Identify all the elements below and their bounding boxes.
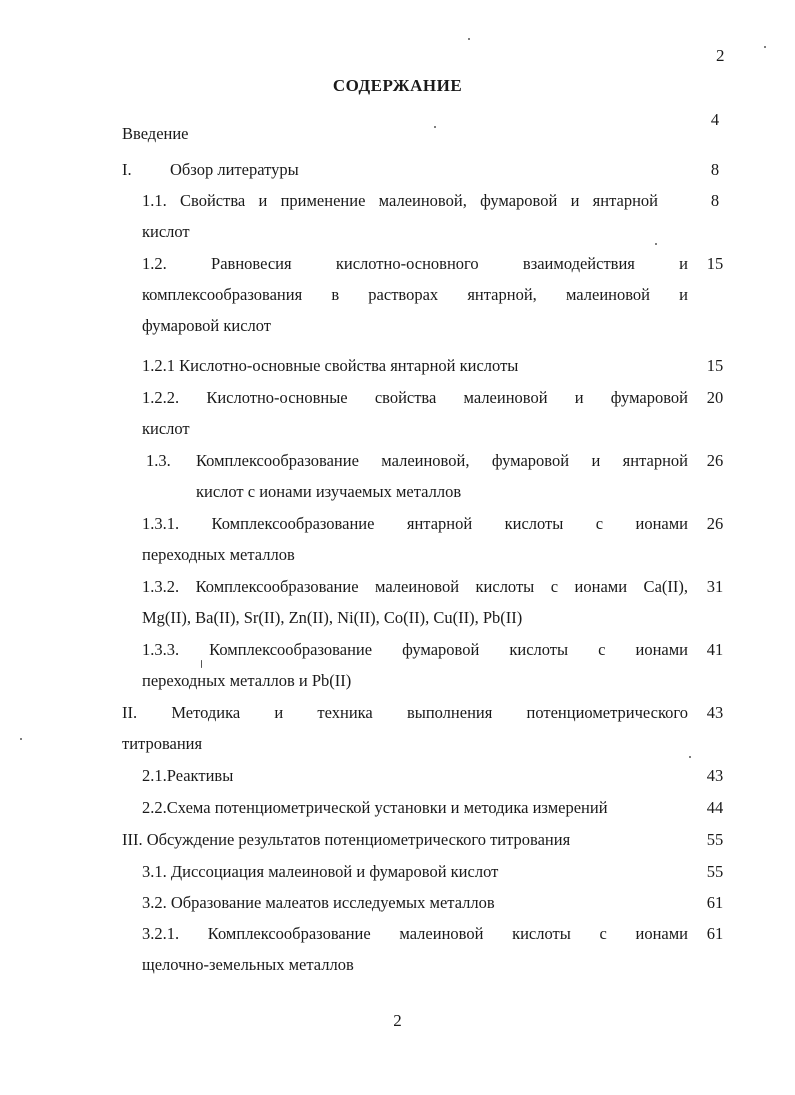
toc-entry-text: 1.2. Равновесия кислотно-основного взаимодействия и — [142, 254, 688, 273]
scan-speck — [20, 738, 22, 740]
toc-entry — [0, 824, 795, 855]
toc-entry — [0, 887, 795, 918]
toc-entry-page: 55 — [706, 862, 724, 881]
toc-entry-text: 1.3.1. Комплексообразование янтарной кислоты с ионами — [142, 514, 688, 533]
toc-entry-page: 8 — [710, 160, 720, 179]
toc-entry-page: 26 — [706, 451, 724, 470]
toc-entry — [0, 154, 795, 185]
toc-entry — [0, 382, 795, 444]
toc-entry-text: 3.2.1. Комплексообразование малеиновой кислоты с ионами — [142, 924, 688, 943]
toc-entry-text: переходных металлов — [142, 545, 295, 564]
toc-entry-text: Комплексообразование малеиновой, фумаровой и янтарной — [196, 451, 688, 470]
toc-entry-text: кислот — [142, 222, 190, 241]
toc-entry — [0, 508, 795, 570]
toc-entry-page: 55 — [706, 830, 724, 849]
toc-entry-text: титрования — [122, 734, 203, 753]
toc-entry-page: 20 — [706, 388, 724, 407]
toc-entry-page: 61 — [706, 893, 724, 912]
toc-entry — [0, 792, 795, 823]
toc-entry-page: 15 — [706, 356, 724, 375]
toc-entry — [0, 856, 795, 887]
toc-entry-text: 1.3.2. Комплексообразование малеиновой кислоты с ионами Ca(II), — [142, 577, 688, 596]
toc-entry-text: 1.2.1 Кислотно-основные свойства янтарной кислоты — [142, 356, 519, 375]
toc-entry-page: 26 — [706, 514, 724, 533]
toc-entry-text: щелочно-земельных металлов — [142, 955, 354, 974]
toc-entry-page: 43 — [706, 766, 724, 785]
toc-entry-text: комплексообразования в растворах янтарной, малеиновой и — [142, 285, 688, 304]
toc-entry-text: 1.2.2. Кислотно-основные свойства малеиновой и фумаровой — [142, 388, 688, 407]
toc-entry-number: I. — [122, 160, 132, 179]
toc-entry-page: 31 — [706, 577, 724, 596]
page-number-bottom: 2 — [393, 1011, 402, 1030]
toc-entry-text: II. Методика и техника выполнения потенциометрического — [122, 703, 688, 722]
toc-entry-page: 15 — [706, 254, 724, 273]
scan-speck — [689, 756, 691, 758]
toc-entry-text: Обзор литературы — [170, 160, 299, 179]
toc-entry-text: 1.1. Свойства и применение малеиновой, фумаровой и янтарной — [142, 191, 658, 210]
toc-entry — [0, 634, 795, 696]
toc-entry-text: 2.2.Схема потенциометрической установки и методика измерений — [142, 798, 608, 817]
toc-entry-text: кислот с ионами изучаемых металлов — [196, 482, 462, 501]
page-number-top: 2 — [716, 46, 725, 65]
toc-entry-text: Введение — [122, 124, 189, 143]
scan-speck — [201, 660, 202, 668]
toc-entry — [0, 445, 795, 507]
toc-entry — [0, 248, 795, 341]
toc-entry — [0, 697, 795, 759]
toc-entry — [0, 350, 795, 381]
scan-speck — [434, 126, 436, 128]
toc-entry — [0, 760, 795, 791]
toc-entry-text: фумаровой кислот — [142, 316, 271, 335]
toc-entry — [0, 185, 795, 247]
toc-entry-page: 43 — [706, 703, 724, 722]
toc-entry-text: 1.3.3. Комплексообразование фумаровой кислоты с ионами — [142, 640, 688, 659]
toc-entry-text: 3.2. Образование малеатов исследуемых металлов — [142, 893, 495, 912]
toc-entry — [0, 110, 795, 149]
toc-entry-page: 8 — [710, 191, 720, 210]
scan-speck — [655, 243, 657, 245]
toc-entry-text: 2.1.Реактивы — [142, 766, 234, 785]
toc-entry-number: 1.3. — [146, 451, 171, 470]
toc-entry-text: 3.1. Диссоциация малеиновой и фумаровой кислот — [142, 862, 499, 881]
toc-entry — [0, 571, 795, 633]
toc-entry-page: 4 — [710, 110, 720, 129]
toc-entry-page: 61 — [706, 924, 724, 943]
scan-speck — [764, 46, 766, 48]
toc-entry-page: 44 — [706, 798, 724, 817]
toc-entry-text: III. Обсуждение результатов потенциометрического титрования — [122, 830, 571, 849]
toc-entry-text: переходных металлов и Pb(II) — [142, 671, 352, 690]
toc-entry-page: 41 — [706, 640, 724, 659]
toc-entry — [0, 918, 795, 980]
scan-speck — [468, 38, 470, 40]
toc-entry-text: кислот — [142, 419, 190, 438]
toc-entry-text: Mg(II), Ba(II), Sr(II), Zn(II), Ni(II), Co(II), Cu(II), Pb(II) — [142, 608, 523, 627]
page-title: СОДЕРЖАНИЕ — [332, 76, 463, 95]
